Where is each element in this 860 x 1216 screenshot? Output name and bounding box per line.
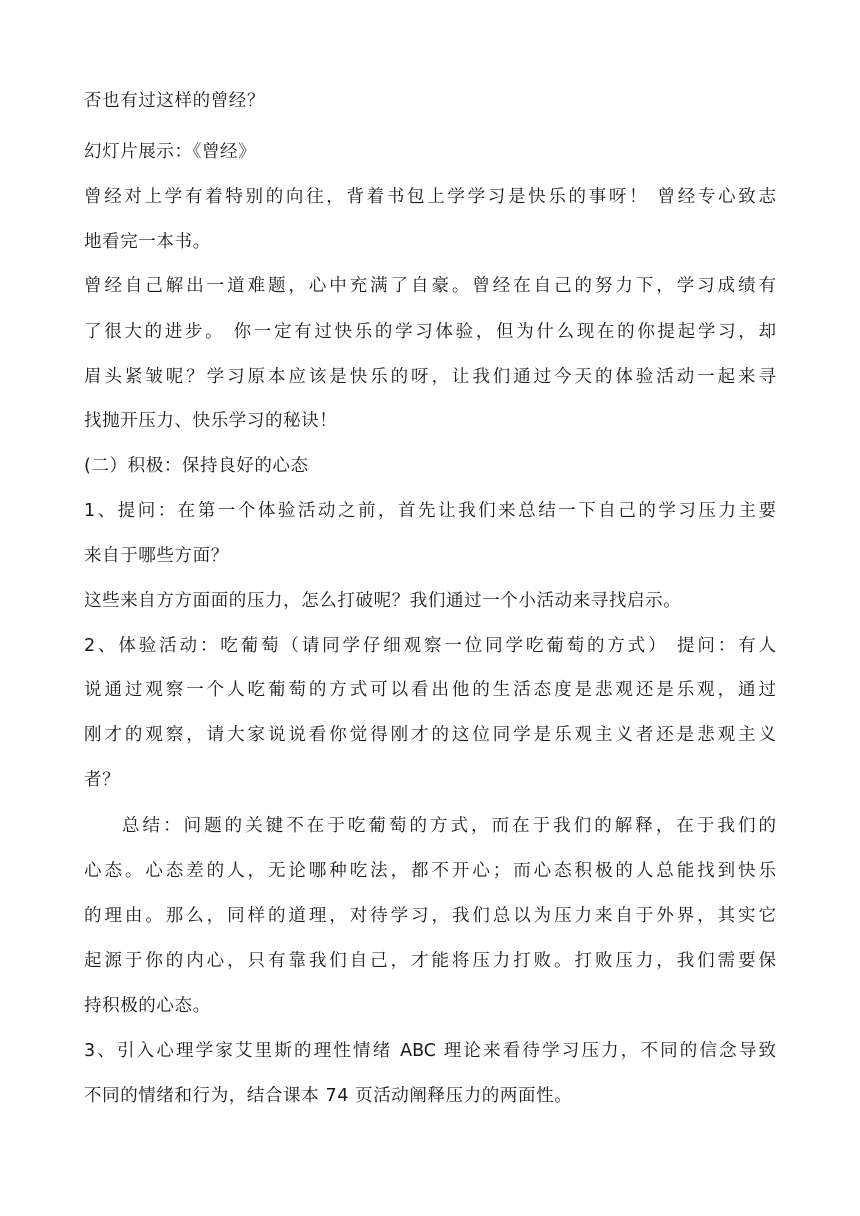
text-line-1: 否也有过这样的曾经？ bbox=[84, 91, 265, 111]
text-line-15: 刚才的观察，请大家说说看你觉得刚才的这位同学是乐观主义者还是悲观主义 bbox=[84, 725, 776, 745]
text-line-14: 说通过观察一个人吃葡萄的方式可以看出他的生活态度是悲观还是乐观，通过 bbox=[84, 680, 776, 700]
text-line-11: 来自于哪些方面？ bbox=[84, 546, 229, 566]
text-line-8: 找抛开压力、快乐学习的秘诀！ bbox=[84, 411, 338, 431]
text-line-4: 地看完一本书。 bbox=[84, 232, 211, 252]
text-line-19: 的理由。那么，同样的道理，对待学习，我们总以为压力来自于外界，其实它 bbox=[84, 906, 776, 926]
text-line-23: 不同的情绪和行为，结合课本 74 页活动阐释压力的两面性。 bbox=[84, 1086, 573, 1106]
text-line-17: 总结：问题的关键不在于吃葡萄的方式，而在于我们的解释，在于我们的 bbox=[122, 816, 776, 836]
text-line-18: 心态。心态差的人，无论哪种吃法，都不开心；而心态积极的人总能找到快乐 bbox=[84, 861, 776, 881]
text-line-3: 曾经对上学有着特别的向往，背着书包上学学习是快乐的事呀！ 曾经专心致志 bbox=[84, 187, 776, 207]
text-line-13: 2、体验活动：吃葡萄（请同学仔细观察一位同学吃葡萄的方式） 提问：有人 bbox=[84, 636, 776, 656]
text-line-7: 眉头紧皱呢？学习原本应该是快乐的呀，让我们通过今天的体验活动一起来寻 bbox=[84, 367, 776, 387]
text-line-20: 起源于你的内心，只有靠我们自己，才能将压力打败。打败压力，我们需要保 bbox=[84, 951, 776, 971]
text-line-2: 幻灯片展示：《曾经》 bbox=[84, 142, 257, 162]
text-line-5: 曾经自己解出一道难题，心中充满了自豪。曾经在自己的努力下，学习成绩有 bbox=[84, 276, 776, 296]
text-line-12: 这些来自方方面面的压力，怎么打破呢？我们通过一个小活动来寻找启示。 bbox=[84, 591, 682, 611]
section-heading: (二）积极：保持良好的心态 bbox=[84, 456, 309, 476]
text-line-6: 了很大的进步。 你一定有过快乐的学习体验，但为什么现在的你提起学习，却 bbox=[84, 322, 776, 342]
text-line-22: 3、引入心理学家艾里斯的理性情绪 ABC 理论来看待学习压力，不同的信念导致 bbox=[84, 1041, 776, 1061]
text-line-16: 者？ bbox=[84, 770, 121, 790]
text-line-10: 1、提问：在第一个体验活动之前，首先让我们来总结一下自己的学习压力主要 bbox=[84, 501, 776, 521]
text-line-21: 持积极的心态。 bbox=[84, 996, 211, 1016]
